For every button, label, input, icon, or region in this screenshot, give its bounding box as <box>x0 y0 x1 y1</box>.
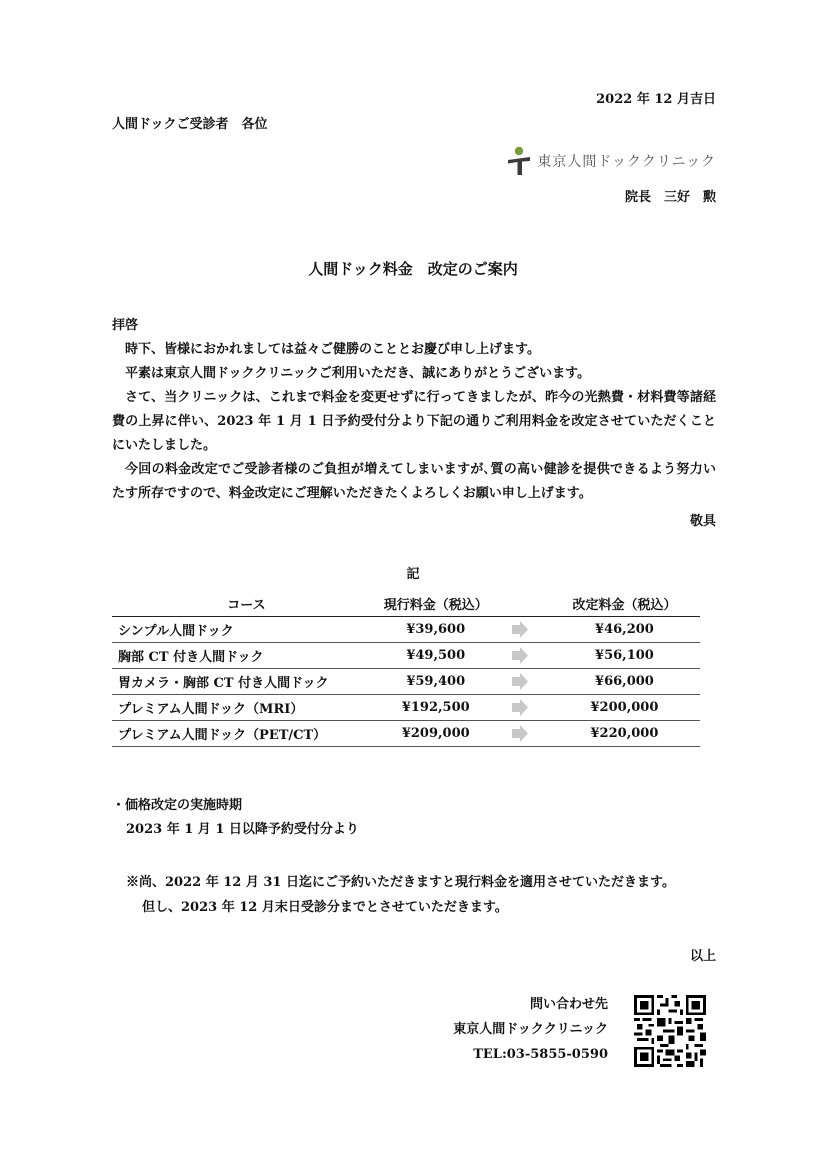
course-name: 胸部 CT 付き人間ドック <box>112 643 381 669</box>
clinic-logo <box>507 146 716 176</box>
letter-body <box>112 338 716 506</box>
recipient-line: 人間ドックご受診者 各位 <box>112 117 268 132</box>
arrow-right-icon <box>512 699 528 716</box>
implementation-date: 2023 年 1 月 1 日以降予約受付分より <box>126 822 359 837</box>
revised-fee: ¥220,000 <box>549 721 700 747</box>
contact-phone: TEL:03-5855-0590 <box>473 1047 608 1062</box>
ki-heading: 記 <box>406 567 420 582</box>
current-fee: ¥59,400 <box>381 669 491 695</box>
qr-code-icon[interactable] <box>634 995 706 1067</box>
arrow-right-icon <box>512 673 528 690</box>
end-mark: 以上 <box>689 949 716 964</box>
director-signature: 院長 三好 勲 <box>624 190 716 205</box>
arrow-right-icon <box>512 647 528 664</box>
letter-closing: 敬具 <box>689 514 716 529</box>
logo-text: 東京人間ドッククリニック <box>537 154 716 170</box>
body-paragraph: 今回の料金改定でご受診者様のご負担が増えてしまいますが､質の高い健診を提供できるよう努力いたす所存ですので、料金改定にご理解いただきたくよろしくお願い申し上げます。 <box>112 462 716 501</box>
body-paragraph: さて、当クリニックは、これまで料金を変更せずに行ってきましたが、昨今の光熱費・材料費等諸経費の上昇に伴い、2023 年 1 月 1 日予約受付分より下記の通りご利用料金を改定させていただくことにいたしました。 <box>112 390 716 453</box>
body-paragraph: 時下、皆様におかれましては益々ご健勝のこととお慶び申し上げます。 <box>125 342 540 357</box>
table-row <box>112 643 700 669</box>
table-row <box>112 669 700 695</box>
header-arrow-spacer <box>491 591 549 617</box>
arrow-right-icon <box>512 725 528 742</box>
table-row <box>112 721 700 747</box>
table-row <box>112 695 700 721</box>
arrow-right-icon <box>512 621 528 638</box>
current-fee: ¥192,500 <box>381 695 491 721</box>
arrow-cell <box>491 643 549 669</box>
current-fee: ¥39,600 <box>381 617 491 643</box>
course-name: シンプル人間ドック <box>112 617 381 643</box>
clinic-logo-icon <box>507 146 533 176</box>
contact-name: 東京人間ドッククリニック <box>453 1022 608 1037</box>
header-revised: 改定料金（税込） <box>549 591 700 617</box>
revised-fee: ¥200,000 <box>549 695 700 721</box>
revised-fee: ¥46,200 <box>549 617 700 643</box>
revised-fee: ¥56,100 <box>549 643 700 669</box>
course-name: プレミアム人間ドック（MRI） <box>112 695 381 721</box>
arrow-cell <box>491 617 549 643</box>
letter-opening: 拝啓 <box>112 318 139 333</box>
course-name: 胃カメラ・胸部 CT 付き人間ドック <box>112 669 381 695</box>
header-current: 現行料金（税込） <box>381 591 491 617</box>
revised-fee: ¥66,000 <box>549 669 700 695</box>
page-title: 人間ドック料金 改定のご案内 <box>308 260 518 278</box>
body-paragraph: 平素は東京人間ドッククリニックご利用いただき、誠にありがとうございます。 <box>125 366 591 381</box>
note-line-2: 但し、2023 年 12 月末日受診分までとさせていただきます。 <box>142 900 508 915</box>
current-fee: ¥209,000 <box>381 721 491 747</box>
fee-table <box>112 591 700 747</box>
course-name: プレミアム人間ドック（PET/CT） <box>112 721 381 747</box>
table-row <box>112 617 700 643</box>
header-course: コース <box>112 591 381 617</box>
table-header-row <box>112 591 700 617</box>
implementation-heading: ・価格改定の実施時期 <box>112 798 243 813</box>
arrow-cell <box>491 721 549 747</box>
letter-date: 2022 年 12 月吉日 <box>596 92 716 107</box>
arrow-cell <box>491 669 549 695</box>
current-fee: ¥49,500 <box>381 643 491 669</box>
arrow-cell <box>491 695 549 721</box>
contact-heading: 問い合わせ先 <box>529 997 608 1012</box>
note-line-1: ※尚、2022 年 12 月 31 日迄にご予約いただきますと現行料金を適用させていただきます。 <box>126 875 675 890</box>
